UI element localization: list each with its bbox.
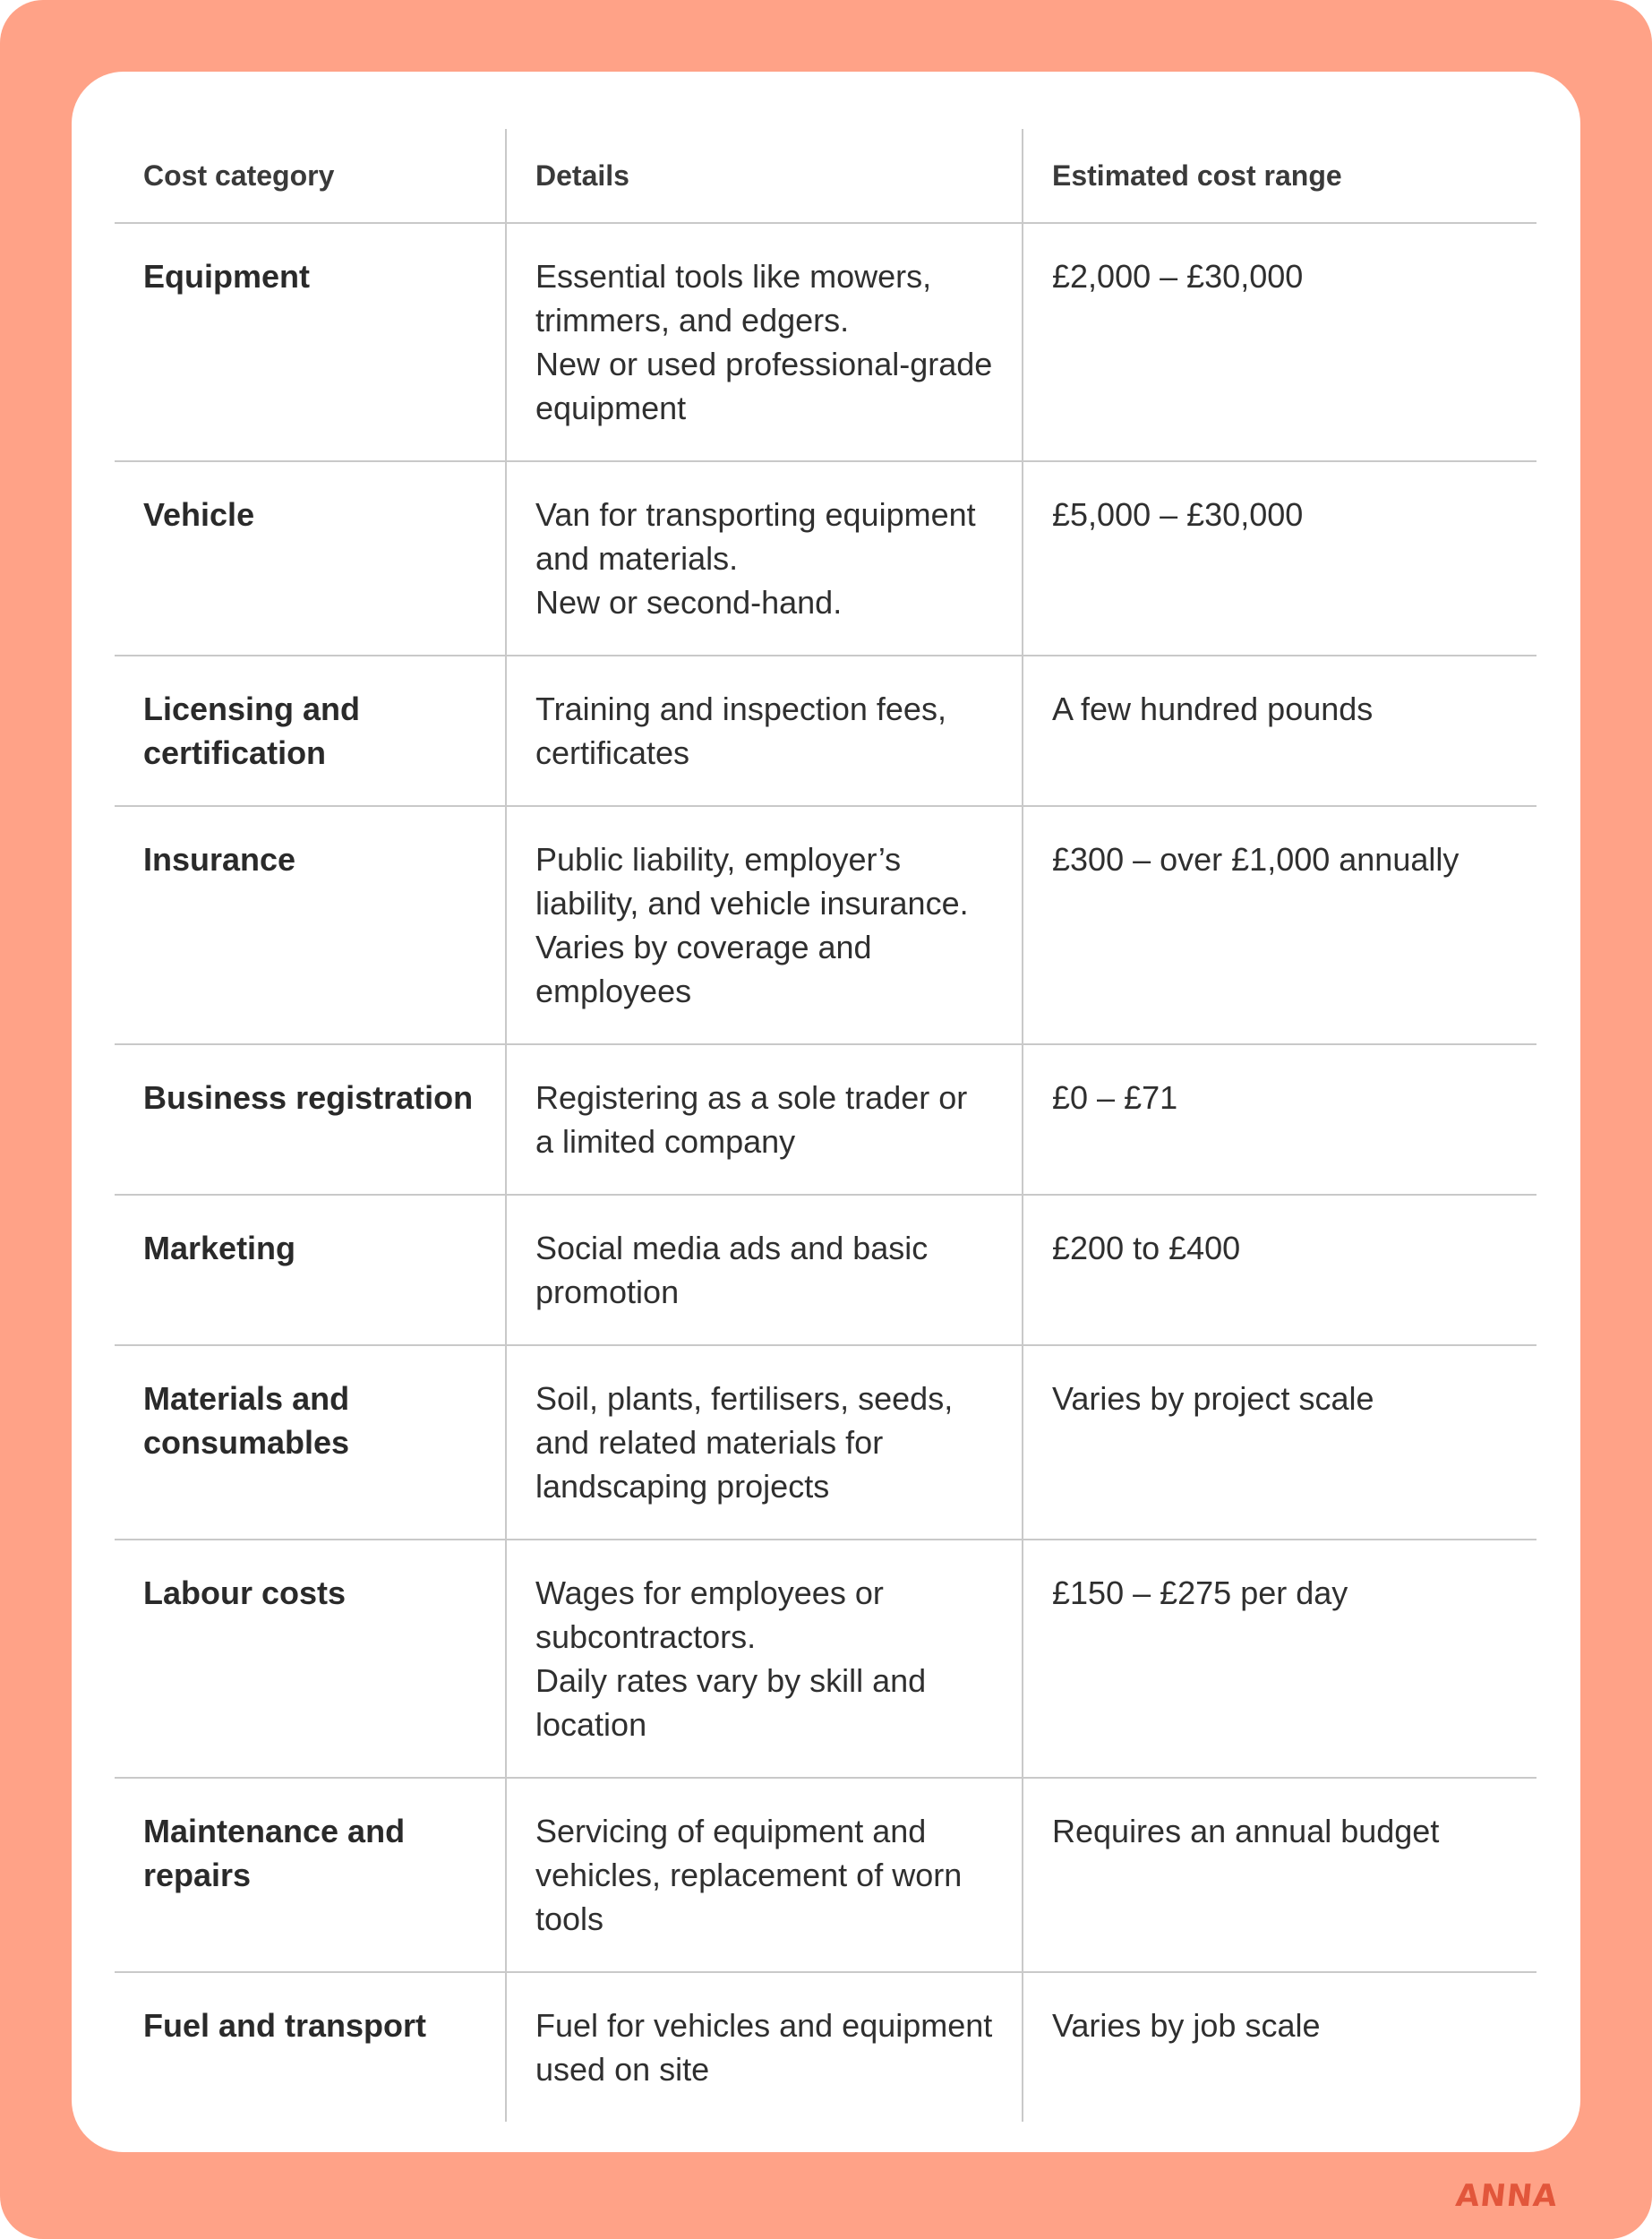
cell-cost-category: Equipment	[115, 223, 506, 461]
cell-cost-category: Maintenance and repairs	[115, 1778, 506, 1972]
cell-estimated-cost: Varies by job scale	[1023, 1972, 1536, 2122]
cell-estimated-cost: £200 to £400	[1023, 1195, 1536, 1345]
cell-cost-category: Insurance	[115, 806, 506, 1044]
details-line: Wages for employees or subcontractors.	[535, 1574, 884, 1655]
header-cost-category: Cost category	[115, 129, 506, 223]
details-line: Daily rates vary by skill and location	[535, 1662, 927, 1743]
table-body	[115, 223, 1536, 2122]
cell-estimated-cost: £300 – over £1,000 annually	[1023, 806, 1536, 1044]
table-row	[115, 223, 1536, 461]
cell-details	[506, 1778, 1023, 1972]
table-row	[115, 656, 1536, 806]
cell-estimated-cost: A few hundred pounds	[1023, 656, 1536, 806]
cell-details	[506, 1195, 1023, 1345]
cell-cost-category: Licensing and certification	[115, 656, 506, 806]
details-line: New or second-hand.	[535, 584, 843, 621]
anna-logo: ANNA	[1454, 2178, 1561, 2214]
table-header	[115, 129, 1536, 223]
table-row	[115, 1540, 1536, 1778]
cell-details	[506, 1540, 1023, 1778]
details-line: Servicing of equipment and vehicles, replacement of worn tools	[535, 1813, 963, 1937]
cell-cost-category: Vehicle	[115, 461, 506, 656]
details-line: New or used professional-grade equipment	[535, 346, 993, 426]
cell-details	[506, 223, 1023, 461]
cell-cost-category: Business registration	[115, 1044, 506, 1195]
table-row	[115, 1195, 1536, 1345]
cell-cost-category: Marketing	[115, 1195, 506, 1345]
details-line: Training and inspection fees, certificates	[535, 691, 946, 771]
cell-details	[506, 806, 1023, 1044]
header-estimated-cost-range: Estimated cost range	[1023, 129, 1536, 223]
cell-estimated-cost: £0 – £71	[1023, 1044, 1536, 1195]
header-row	[115, 129, 1536, 223]
details-line: Soil, plants, fertilisers, seeds, and related materials for landscaping projects	[535, 1380, 954, 1505]
details-line: Registering as a sole trader or a limited company	[535, 1079, 968, 1160]
table-row	[115, 461, 1536, 656]
cell-details	[506, 1345, 1023, 1540]
table-row	[115, 1044, 1536, 1195]
cell-details	[506, 1044, 1023, 1195]
cell-details	[506, 1972, 1023, 2122]
cell-estimated-cost: Requires an annual budget	[1023, 1778, 1536, 1972]
cell-estimated-cost: Varies by project scale	[1023, 1345, 1536, 1540]
details-line: Essential tools like mowers, trimmers, and edgers.	[535, 258, 932, 339]
cell-estimated-cost: £5,000 – £30,000	[1023, 461, 1536, 656]
table-row	[115, 1345, 1536, 1540]
details-line: Fuel for vehicles and equipment used on site	[535, 2007, 993, 2088]
table-row	[115, 1972, 1536, 2122]
details-line: Public liability, employer’s liability, and vehicle insurance.	[535, 841, 969, 922]
cell-cost-category: Fuel and transport	[143, 2007, 427, 2044]
cell-details	[506, 461, 1023, 656]
cell-cost-category: Materials and consumables	[115, 1345, 506, 1540]
table-row	[115, 806, 1536, 1044]
details-line: Social media ads and basic promotion	[535, 1230, 929, 1310]
header-details: Details	[506, 129, 1023, 223]
cell-details	[506, 656, 1023, 806]
cell-cost-category: Labour costs	[115, 1540, 506, 1778]
cost-table	[115, 129, 1536, 2122]
cell-estimated-cost: £2,000 – £30,000	[1023, 223, 1536, 461]
table-row	[115, 1778, 1536, 1972]
cost-table-card	[72, 72, 1580, 2152]
details-line: Van for transporting equipment and materials.	[535, 496, 976, 577]
cell-estimated-cost: £150 – £275 per day	[1023, 1540, 1536, 1778]
details-line: Varies by coverage and employees	[535, 929, 872, 1009]
